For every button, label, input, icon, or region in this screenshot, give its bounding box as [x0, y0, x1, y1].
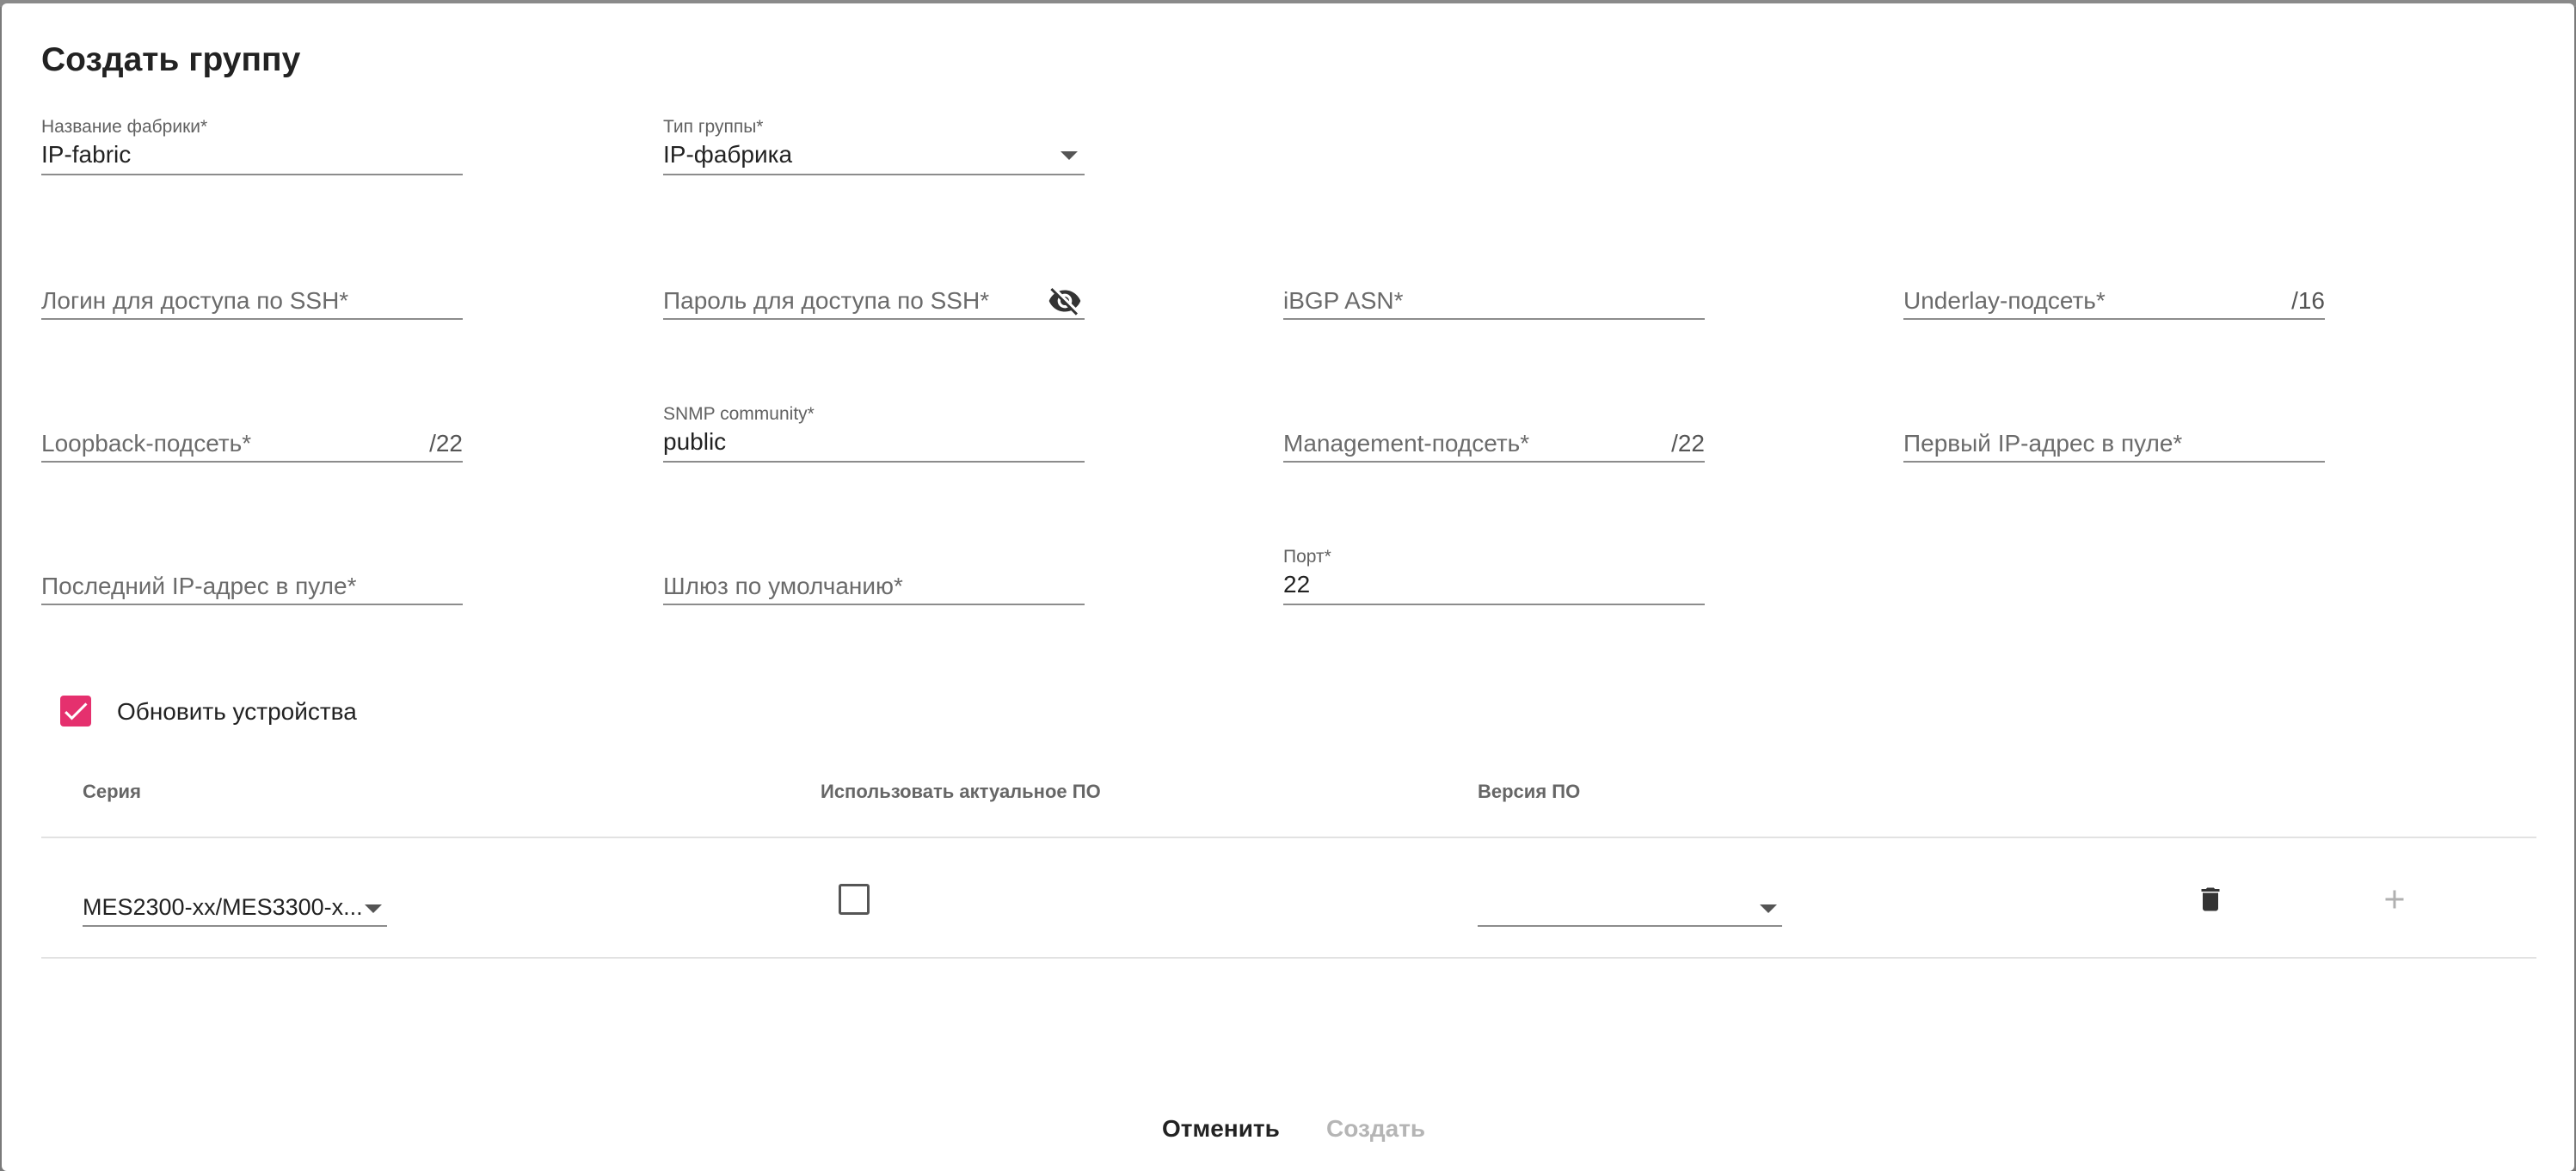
ssh-login-field[interactable] — [41, 261, 463, 320]
firmware-version-select[interactable] — [1478, 889, 1782, 927]
chevron-down-icon[interactable] — [1061, 151, 1078, 160]
underlay-subnet-field[interactable] — [1903, 261, 2325, 320]
create-group-dialog — [2, 3, 2574, 1171]
ssh-login-placeholder: Логин для доступа по SSH* — [41, 287, 349, 314]
eye-off-icon[interactable] — [1045, 284, 1085, 318]
column-header-version: Версия ПО — [1478, 781, 1581, 802]
loopback-subnet-placeholder: Loopback-подсеть* — [41, 430, 252, 457]
port-value[interactable]: 22 — [1283, 571, 1311, 598]
management-subnet-placeholder: Management-подсеть* — [1283, 430, 1530, 457]
update-devices-label: Обновить устройства — [117, 698, 357, 725]
port-field[interactable] — [1283, 547, 1705, 605]
add-icon[interactable] — [2379, 884, 2410, 915]
series-select-value: MES2300-xx/MES3300-x... — [83, 894, 363, 920]
create-button[interactable]: Создать — [1326, 1115, 1426, 1142]
pool-last-ip-placeholder: Последний IP-адрес в пуле* — [41, 573, 357, 599]
port-label: Порт* — [1283, 547, 1331, 567]
ibgp-asn-field[interactable] — [1283, 261, 1705, 320]
column-header-series: Серия — [83, 781, 141, 802]
underlay-subnet-suffix: /16 — [2291, 287, 2325, 314]
delete-icon[interactable] — [2195, 880, 2226, 918]
snmp-community-label: SNMP community* — [663, 404, 815, 424]
column-header-use-latest: Использовать актуальное ПО — [821, 781, 1101, 802]
fabric-name-value[interactable]: IP-fabric — [41, 141, 132, 168]
underlay-subnet-placeholder: Underlay-подсеть* — [1903, 287, 2106, 314]
group-type-select[interactable] — [663, 117, 1085, 175]
fabric-name-field[interactable] — [41, 117, 463, 175]
group-type-label: Тип группы* — [663, 117, 764, 137]
table-row-divider — [41, 957, 2536, 959]
cancel-button[interactable]: Отменить — [1162, 1115, 1280, 1142]
snmp-community-field[interactable] — [663, 404, 1085, 463]
chevron-down-icon[interactable] — [365, 904, 382, 913]
ssh-password-placeholder: Пароль для доступа по SSH* — [663, 287, 990, 314]
use-latest-firmware-checkbox[interactable] — [839, 884, 870, 915]
snmp-community-value[interactable]: public — [663, 428, 727, 455]
ssh-password-field[interactable] — [663, 261, 1085, 320]
management-subnet-suffix: /22 — [1671, 430, 1705, 457]
management-subnet-field[interactable] — [1283, 404, 1705, 463]
table-divider — [41, 837, 2536, 838]
pool-first-ip-field[interactable] — [1903, 404, 2325, 463]
pool-last-ip-field[interactable] — [41, 547, 463, 605]
group-type-value[interactable]: IP-фабрика — [663, 141, 793, 168]
pool-first-ip-placeholder: Первый IP-адрес в пуле* — [1903, 430, 2183, 457]
fabric-name-label: Название фабрики* — [41, 117, 208, 137]
ibgp-asn-placeholder: iBGP ASN* — [1283, 287, 1404, 314]
series-select[interactable] — [83, 889, 387, 927]
default-gateway-field[interactable] — [663, 547, 1085, 605]
default-gateway-placeholder: Шлюз по умолчанию* — [663, 573, 903, 599]
loopback-subnet-field[interactable] — [41, 404, 463, 463]
check-icon — [60, 696, 91, 727]
dialog-title: Создать группу — [41, 41, 301, 78]
loopback-subnet-suffix: /22 — [429, 430, 463, 457]
chevron-down-icon[interactable] — [1760, 904, 1777, 913]
update-devices-checkbox[interactable] — [60, 696, 91, 727]
